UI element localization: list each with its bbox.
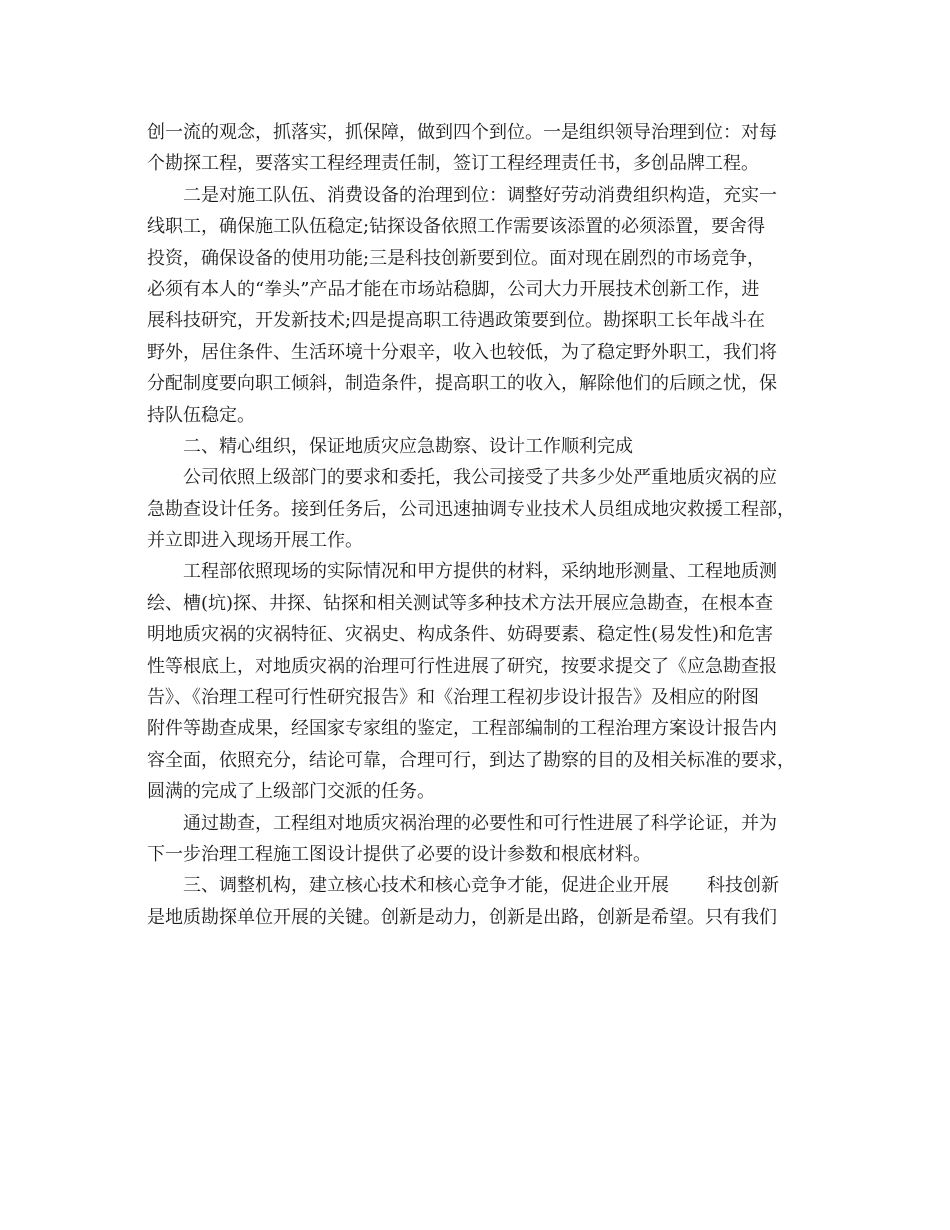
paragraph-line: 性等根底上，对地质灾祸的治理可行性进展了研究，按要求提交了《应急勘查报 (147, 655, 777, 677)
paragraph-line: 通过勘查，工程组对地质灾祸治理的必要性和可行性进展了科学论证，并为 (183, 812, 777, 834)
paragraph-line: 二是对施工队伍、消费设备的治理到位：调整好劳动消费组织构造，充实一 (183, 184, 777, 206)
paragraph-line: 投资，确保设备的使用功能;三是科技创新要到位。面对现在剧烈的市场竞争， (147, 247, 766, 269)
paragraph-line: 下一步治理工程施工图设计提供了必要的设计参数和根底材料。 (147, 843, 651, 865)
paragraph-line: 公司依照上级部门的要求和委托，我公司接受了共多少处严重地质灾祸的应 (183, 467, 777, 489)
paragraph-line: 工程部依照现场的实际情况和甲方提供的材料，采纳地形测量、工程地质测 (183, 561, 777, 583)
section-heading-3 (147, 870, 807, 901)
paragraph-line: 持队伍稳定。 (147, 404, 255, 426)
paragraph-line: 容全面，依照充分，结论可靠，合理可行，到达了勘察的目的及相关标准的要求， (147, 749, 795, 771)
paragraph-line: 线职工，确保施工队伍稳定;钻探设备依照工作需要该添置的必须添置，要舍得 (147, 216, 766, 238)
paragraph-line: 是地质勘探单位开展的关键。创新是动力，创新是出路，创新是希望。只有我们 (147, 906, 777, 928)
paragraph-line: 分配制度要向职工倾斜，制造条件，提高职工的收入，解除他们的后顾之忧，保 (147, 373, 777, 395)
paragraph-line: 圆满的完成了上级部门交派的任务。 (147, 781, 435, 803)
paragraph-line: 野外，居住条件、生活环境十分艰辛，收入也较低，为了稳定野外职工，我们将 (147, 341, 777, 363)
paragraph-line: 展科技研究，开发新技术;四是提高职工待遇政策要到位。勘探职工长年战斗在 (147, 310, 766, 332)
heading-3-text: 三、调整机构，建立核心技术和核心竞争才能，促进企业开展 (183, 875, 669, 897)
paragraph-line: 告》、《治理工程可行性研究报告》和《治理工程初步设计报告》及相应的附图 (147, 687, 759, 709)
paragraph-line: 明地质灾祸的灾祸特征、灾祸史、构成条件、妨碍要素、稳定性(易发性)和危害 (147, 624, 774, 646)
paragraph-line: 必须有本人的“拳头”产品才能在市场站稳脚，公司大力开展技术创新工作，进 (147, 278, 760, 300)
paragraph-line: 并立即进入现场开展工作。 (147, 530, 363, 552)
paragraph-line: 急勘查设计任务。接到任务后，公司迅速抽调专业技术人员组成地灾救援工程部， (147, 498, 795, 520)
paragraph-line: 创一流的观念，抓落实，抓保障，做到四个到位。一是组织领导治理到位：对每 (147, 122, 777, 143)
paragraph-line: 个勘探工程，要落实工程经理责任制，签订工程经理责任书，多创品牌工程。 (147, 153, 759, 175)
paragraph-line: 二、精心组织，保证地质灾应急勘察、设计工作顺利完成 (183, 435, 633, 457)
heading-3-continuation: 科技创新 (707, 875, 779, 897)
document-body (147, 117, 807, 933)
paragraph-line: 绘、槽(坑)探、井探、钻探和相关测试等多种技术方法开展应急勘查，在根本查 (147, 592, 774, 614)
paragraph-line: 附件等勘查成果，经国家专家组的鉴定，工程部编制的工程治理方案设计报告内 (147, 718, 777, 740)
